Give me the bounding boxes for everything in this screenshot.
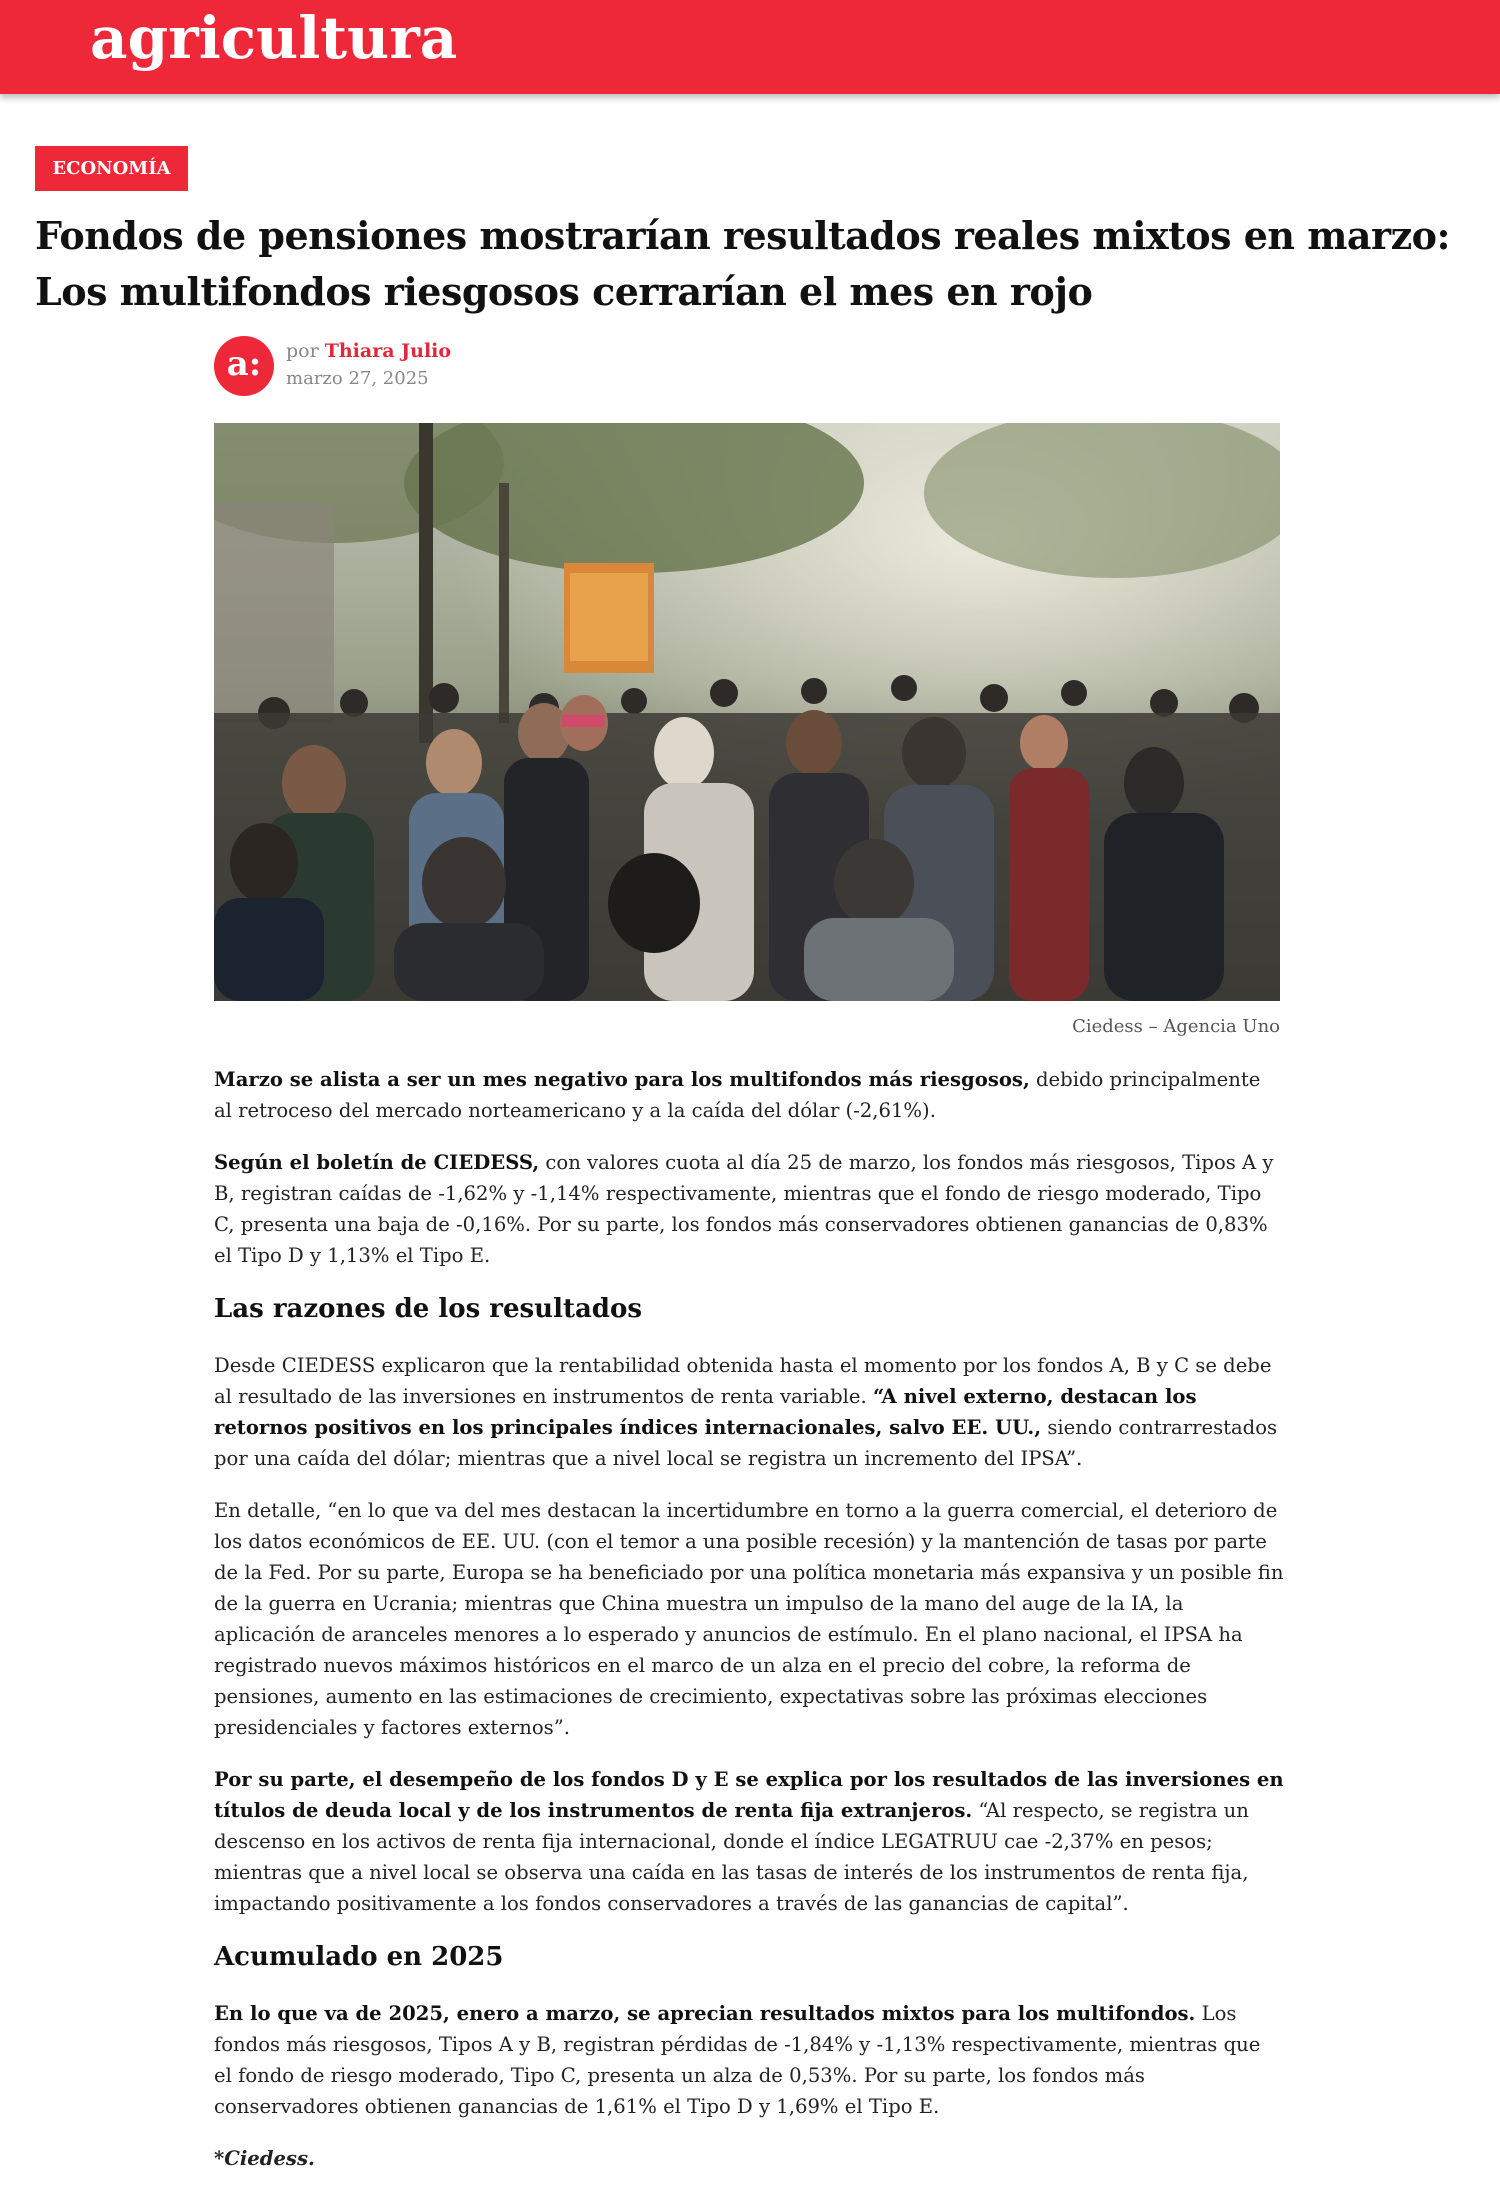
featured-image [214, 423, 1280, 1001]
paragraph-text: Los fondos más riesgosos, Tipos A y B, registran pérdidas de -1,84% y -1,13% respectivamente, mientras que el fondo de riesgo moderado, Tipo C, presenta un alza de 0,53%. Por su parte, los fondos más conservadores obtienen ganancias de 1,61% el Tipo D y 1,69% el Tipo E. [214, 2002, 1261, 2118]
paragraph [214, 1064, 1284, 1126]
image-caption: Ciedess – Agencia Uno [1072, 1016, 1280, 1037]
publish-date: marzo 27, 2025 [286, 368, 429, 389]
article-body [214, 1064, 1284, 2195]
category-badge[interactable]: ECONOMÍA [35, 146, 188, 191]
author-avatar[interactable]: a: [214, 336, 274, 396]
paragraph-lead: Por su parte, el desempeño de los fondos D y E se explica por los resultados de las inversiones en títulos de deuda local y de los instrumentos de renta fija extranjeros. [214, 1768, 1284, 1822]
byline [286, 340, 451, 362]
paragraph-text: “Al respecto, se registra un descenso en los activos de renta fija internacional, donde el índice LEGATRUU cae -2,37% en pesos; mientras que a nivel local se observa una caída en las tasas de interés de los instrumentos de renta fija, impactando positivamente a los fondos conservadores a través de las ganancias de capital”. [214, 1799, 1249, 1915]
section-heading: Acumulado en 2025 [214, 1942, 504, 1972]
site-header [0, 0, 1500, 94]
article-signature: *Ciedess. [214, 2147, 315, 2170]
paragraph-lead: En lo que va de 2025, enero a marzo, se aprecian resultados mixtos para los multifondos. [214, 2002, 1196, 2025]
paragraph-lead: Marzo se alista a ser un mes negativo para los multifondos más riesgosos, [214, 1068, 1030, 1091]
byline-prefix: por [286, 340, 319, 362]
paragraph [214, 1350, 1284, 1474]
paragraph-lead: Según el boletín de CIEDESS, [214, 1151, 540, 1174]
paragraph-highlight: “A nivel externo, destacan los retornos positivos en los principales índices internacionales, salvo EE. UU., [214, 1385, 1197, 1439]
section-heading: Las razones de los resultados [214, 1294, 642, 1324]
paragraph-text: debido principalmente al retroceso del mercado norteamericano y a la caída del dólar (-2,61%). [214, 1068, 1261, 1122]
paragraph [214, 1147, 1284, 1271]
author-block [214, 336, 814, 396]
paragraph-text: con valores cuota al día 25 de marzo, los fondos más riesgosos, Tipos A y B, registran caídas de -1,62% y -1,14% respectivamente, mientras que el fondo de riesgo moderado, Tipo C, presenta una baja de -0,16%. Por su parte, los fondos más conservadores obtienen ganancias de 0,83% el Tipo D y 1,13% el Tipo E. [214, 1151, 1274, 1267]
site-logo[interactable]: agricultura [90, 4, 458, 72]
paragraph-text: Desde CIEDESS explicaron que la rentabilidad obtenida hasta el momento por los fondos A, B y C se debe al resultado de las inversiones en instrumentos de renta variable. [214, 1354, 1272, 1408]
article-title: Fondos de pensiones mostrarían resultados reales mixtos en marzo: Los multifondos riesgosos cerrarían el mes en rojo [35, 213, 1451, 314]
crowd-photo-illustration [214, 423, 1280, 1001]
paragraph: En detalle, “en lo que va del mes destacan la incertidumbre en torno a la guerra comercial, el deterioro de los datos económicos de EE. UU. (con el temor a una posible recesión) y la mantención de tasas por parte de la Fed. Por su parte, Europa se ha beneficiado por una política monetaria más expansiva y un posible fin de la guerra en Ucrania; mientras que China muestra un impulso de la mano del auge de la IA, la aplicación de aranceles menores a lo esperado y anuncios de estímulo. En el plano nacional, el IPSA ha registrado nuevos máximos históricos en el marco de un alza en el precio del cobre, la reforma de pensiones, aumento en las estimaciones de crecimiento, expectativas sobre las próximas elecciones presidenciales y factores externos”. [214, 1499, 1284, 1739]
paragraph [214, 1764, 1284, 1919]
author-link[interactable]: Thiara Julio [324, 340, 452, 362]
paragraph [214, 1998, 1284, 2122]
paragraph-text: siendo contrarrestados por una caída del dólar; mientras que a nivel local se registra un incremento del IPSA”. [214, 1416, 1278, 1470]
